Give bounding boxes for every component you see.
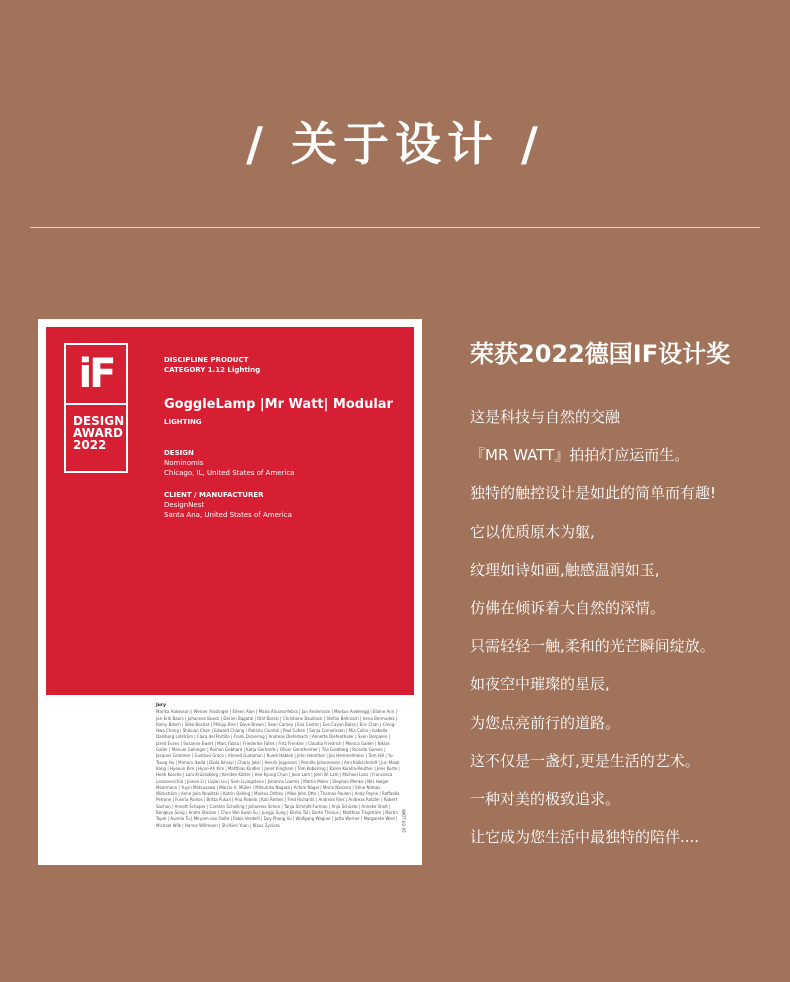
certificate-red-panel [46, 327, 414, 695]
award-title: 荣获2022德国IF设计奖 [470, 340, 731, 368]
description-line: 一种对美的极致追求。 [470, 789, 621, 808]
if-logo-mark: iF [66, 345, 126, 405]
section-heading: / 关于设计 / [246, 117, 544, 171]
description-line: 仿佛在倾诉着大自然的深情。 [470, 598, 666, 617]
discipline: DISCIPLINE PRODUCT [164, 356, 249, 364]
product-name: GoggleLamp |Mr Watt| Modular [164, 397, 393, 412]
description-line: 『MR WATT』拍拍灯应运而生。 [470, 446, 690, 465]
jury-names: Marika Aakesson | Werner Aisslinger | Eileen Alan | Mario Alvarez-Yebra | Jan Andersson | Markus Anderegg | Elaine Ann | Jan-Erik Baars | Johannes Bueck | Dorien Bagatal | Olaf Barski | Christiane Bauklack | Stefan Behnisch | Irena Bermudez | Romy Bitsch | Silke Bochat | Philipp Brie | Dave Brown | Sean Carney | Eva Castro | Eve Cayan Balsa | Eric Chan | Ching-Hwa Chang | Shikuan Chen | Edward Chiang | Patrizio Cionfoli | Paul Cohen | Sonja Cornelissen | Mia Cullin | Isabelle Dahlborg Lidström | Clara del Portillo | Frank Dickering | Andreas Dieferbach | Annette Diefenthaler | Sven Dorpalen | Jared Evans | Susanne Ewert | Marc Fabra | Friederike Fallet | Fritz Frenkler | Claudia Friedrich | Monica Gallen | Niklas Galler | Manuel Gahinger | Roman Gebhard | Katja Gerhards | Oliver Gerstheimer | Tila Goldberg | Ricardo Gomes | Jacques Grimmer | Gustavo Greco | Ahmed Gudaman | Ruedi Hablok | John Hamilton | Jiia Hemmelmeier | Tom Hill | Yu-Tsung Hu | Mimoru Ikeda | Diala Ikhsuji | Charly Jabri | Henrik Jeppesen | Pernille Johanneson | Ami Kalkschmidt | Jun Mook Kang | Hyeoun Kim | Hyun-Ah Kim | Matthias Kindler | Janet Kingham | Tom Koberling | Karen Korella-Reuther | Jens Korte | Henk Kosche | Lars Krückeberg | Kersten Kütter | Hee Kyung Chun | Joon Lam | John W. Lam | Michael Lanz | Francesca Lanzavecchia | Jianan Li | Liqian Liu | Sam Livingstone | Johanna Loomis | Martin Meier | Stephan Menke | Nils Holger Moormann | Yuyin Motsusawa | Marcio A. Müller | Mitsuhiko Nagata | Achim Nagel | Maria Navarro | Stine Nilmas Wickström | Anne Julia Nowitzki | Katrin Oelling | Markus Orthey | Mike John Otto | Thomas Paulen | Andy Payne | Raffaella Perrone | Fulvria Ponlos | Britta Pukall | Ana Rebelo | Kati Remes | Fred Richards | Andreas Ries | Andreas Rotzler | Robert Sachon | Annett Schaper | Carsten Schelling | Johannes Schen | Tanja Schmitt-Furman | Anja Schüste | Anneke Sholt | Bongkyu Song | Andre Stocker | Chun Wei Swan Su | Jungju Sung | Elisha Tal | Dorte Thinius | Matthias Tingström | Martin Topel | Aurelie Tu | Miryam van Oolte | Fabio Verdelli | Duy Phong Vu | Wolfgang Wagner | Jutta Werner | Margarete Wies | Michael Wilk | Hanne Willmann | Shi-Kien Yuan | Klaus Zyciora [156, 709, 400, 828]
certificate-details [164, 355, 409, 532]
client-label: CLIENT / MANUFACTURER [164, 491, 264, 499]
jury-list [156, 703, 400, 829]
client-value [164, 500, 409, 520]
logo-award-line: AWARD [73, 426, 123, 440]
description-line: 只需轻轻一触,柔和的光芒瞬间绽放。 [470, 637, 715, 656]
if-certificate [38, 319, 422, 865]
jury-title: Jury [156, 703, 167, 708]
design-location: Chicago, IL, United States of America [164, 469, 295, 477]
description-line: 为您点亮前行的道路。 [470, 713, 621, 732]
design-value [164, 458, 409, 478]
if-logo-award [66, 405, 126, 451]
if-logo [64, 343, 128, 473]
logo-award-line: DESIGN [73, 414, 125, 428]
description-line: 如夜空中璀璨的星辰, [470, 675, 610, 694]
award-description [470, 402, 770, 860]
design-label: DESIGN [164, 449, 194, 457]
description-line: 这不仅是一盏灯,更是生活的艺术。 [470, 751, 700, 770]
description-line: 它以优质原木为躯, [470, 522, 595, 541]
logo-award-line: 2022 [73, 438, 107, 452]
client-name: DesignNest [164, 501, 205, 509]
description-line: 这是科技与自然的交融 [470, 408, 621, 426]
category: CATEGORY 1.12 Lighting [164, 366, 261, 374]
design-name: Nominomis [164, 459, 204, 467]
description-line: 让它成为您生活中最独特的陪伴.... [470, 828, 700, 847]
description-line: 纹理如诗如画,触感温润如玉, [470, 560, 660, 579]
divider [30, 227, 760, 228]
product-category: LIGHTING [164, 418, 202, 426]
description-line: 独特的触控设计是如此的简单而有趣! [470, 484, 717, 503]
certificate-id: WATT-02-05 [401, 809, 406, 833]
client-location: Santa Ana, United States of America [164, 511, 292, 519]
